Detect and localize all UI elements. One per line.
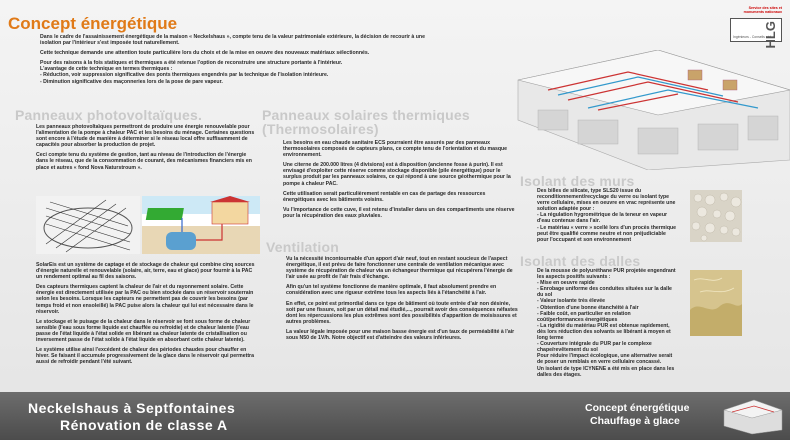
thermo-title: Panneaux solaires thermiques (Thermosolaires) — [262, 107, 470, 137]
dalles-p1: De la mousse de polyuréthane PUR projetée engendrant les aspects positifs suivants : — [537, 268, 676, 281]
intro-p2: Cette technique demande une attention toute particulière lors du choix et de la mise en oeuvre des nouveaux matériaux sélectionnés. — [40, 50, 370, 57]
footer-topic: Concept énergétique — [585, 402, 690, 414]
dalles-item-3: - Valeur isolante très élevée — [537, 298, 606, 305]
intro-p5: - Réduction, voir suppression significative des ponts thermiques engendrés par la technique de l'isolation intérieure. — [40, 72, 329, 79]
dalles-item-7: - Couverture intégrale du PUR par le complexe chape/revêtement du sol — [537, 341, 652, 354]
logo — [730, 6, 782, 49]
dalles-item-6: - La rigidité du matériau PUR est obtenue rapidement, dès lors réduction des solvants se libérant à moyen et long terme — [537, 322, 671, 342]
glass-beads-photo — [690, 190, 742, 242]
dalles-text — [537, 268, 677, 378]
solar-p2: Des capteurs thermiques captent la chaleur de l'air et du rayonnement solaire. Cette énergie est directement utilisée par la PAC ou bien stockée dans un réservoir souterrain selon les besoins. Lorsque les capteurs ne permettent pas de couvrir les besoins (par temps froid et non ensoleillé) la PAC puise alors la chaleur qui lui est nécessaire dans le réservoir. — [36, 284, 254, 315]
heating-system-illustration — [142, 196, 260, 254]
vent-p1: Vu la nécessité incontournable d'un apport d'air neuf, tout en restant soucieux de l'aspect énergétique, il est prévu de faire fonctionner une centrale de ventilation mécanique avec système de récupération de chaleur via un échangeur thermique qui récupérera l'énergie de l'air usée au profit de l'air frais d'échange. — [286, 256, 513, 281]
murs-text — [537, 188, 677, 243]
dalles-item-4: - Obtention d'une bonne étanchéité à l'air — [537, 304, 639, 311]
murs-p1: Des billes de silicate, type SLS20 issue du reconditionnement/recyclage du verre ou isolant type verre cellulaire, mises en oeuvre en vrac représente une solution adaptée pour : — [537, 188, 676, 213]
thermo-p2: Une citerne de 200.000 litres (4 divisions) est à disposition (ancienne fosse à purin). Il est envisagé d'exploiter cette réserve comme stockage disponible (pile énergétique) pour le surplus produit par les panneaux solaires, ce qui répond à une source géothermique pour la pompe à chaleur PAC. — [283, 162, 511, 187]
solar-p1: SolarEis est un système de captage et de stockage de chaleur qui combine cinq sources d'énergie naturelle et renouvelable (solaire, air, terre, eau et glace) pour fournir à la PAC un rendement optimal au fil des saisons. — [36, 262, 255, 281]
footer-project-name: Neckelshaus à Septfontaines — [28, 400, 236, 416]
murs-item-2: - Le matériau « verre » scellé lors d'un procès thermique peut être qualifié comme neutre et non préjudiciable pour l'occupant et son environnement — [537, 224, 677, 243]
building-3d-image — [508, 50, 790, 170]
murs-item-1: - La régulation hygrométrique de la teneur en vapeur d'eau contenue dans l'air. — [537, 212, 668, 225]
pv-text — [36, 124, 256, 175]
vent-title: Ventilation — [266, 239, 339, 255]
dalles-p2: Pour réduire l'impact écologique, une alternative serait de poser un remblais en verre cellulaire concassé. — [537, 353, 673, 366]
thermo-p4: Vu l'importance de cette cuve, il est retenu d'installer dans un des compartiments une réserve pour la récupération des eaux pluviales. — [283, 206, 515, 219]
footer-building-thumbnail — [720, 396, 786, 436]
thermo-p1: Les besoins en eau chaude sanitaire ECS pourraient être assurés par des panneaux thermosolaires composés de capteurs plans, ce compte tenu de l'orientation et du masque environnement. — [283, 140, 508, 159]
footer-bar — [0, 392, 790, 440]
footer-project-subtitle: Rénovation de classe A — [60, 417, 228, 433]
dalles-item-5: - Faible coût, en particulier en relation coût/performances énergétiques — [537, 310, 631, 323]
solar-p3: Le stockage et le puisage de la chaleur dans le réservoir se font sous forme de chaleur sensible (l'eau sous forme liquide est chauffée ou refroidie) et de chaleur latente (l'eau passe de l'état liquide à l'état solide en libérant sa chaleur latente de cristallisation ou inversement passe de l'état solide à l'état liquide en absorbant cette chaleur latente). — [36, 318, 251, 344]
logo-sub: Ingénieurs - Conseils sàrl — [733, 35, 772, 39]
solar-text — [36, 262, 256, 369]
pur-foam-photo — [690, 270, 742, 336]
pv-title: Panneaux photovoltaïques. — [15, 107, 203, 123]
thermo-p3: Cette utilisation serait particulièrement rentable en cas de partage des ressources énergétiques avec les bâtiments voisins. — [283, 190, 486, 203]
intro-p4: L'avantage de cette technique en termes thermiques : — [40, 66, 173, 73]
thermo-text — [283, 140, 515, 223]
solar-collector-photo — [36, 196, 140, 254]
vent-p3: En effet, ce point est primordial dans ce type de bâtiment où toute entrée d'air non désirée, soit par une fissure, soit par un détail mal étudié,..., pourrait avoir des conséquences néfastes dont les répercussions les plus extrêmes sont des possibilités d'apparition de moisissures et autres problèmes. — [286, 300, 518, 325]
intro-p1: Dans le cadre de l'assainissement énergétique de la maison « Neckelshaus », compte tenu de la valeur patrimoniale extérieure, la décision de recourir à une isolation par l'intérieur s'est imposée tout naturellement. — [40, 34, 425, 47]
dalles-item-1: - Mise en oeuvre rapide — [537, 280, 595, 287]
page-title: Concept énergétique — [8, 14, 178, 33]
murs-title: Isolant des murs — [520, 173, 635, 189]
logo-mark-text: HLG — [763, 21, 778, 49]
dalles-item-2: - Enrobage uniforme des conduites situées sur la dalle du sol — [537, 286, 672, 299]
logo-brand-line1: Service des sites et — [748, 6, 782, 10]
logo-mark — [730, 18, 782, 49]
logo-brand-line2: monuments nationaux — [743, 10, 782, 14]
vent-p4: La valeur légale imposée pour une maison basse énergie est d'un taux de perméabilité à l'air sous N50 de 1V/h. Notre objectif est d'atteindre des valeurs inférieures. — [286, 328, 515, 342]
intro-p6: - Diminution significative des maçonneries lors de la pose de pare vapeur. — [40, 78, 223, 85]
dalles-p3: Un isolant de type ICYNENE a été mis en place dans les dalles des étages. — [537, 365, 675, 378]
vent-p2: Afin qu'un tel système fonctionne de manière optimale, il faut absolument prendre en considération avec une rigueur extrême tous les aspects liés à l'étanchéité à l'air. — [286, 284, 497, 297]
dalles-title: Isolant des dalles — [520, 253, 641, 269]
intro-text — [40, 34, 425, 85]
intro-p3: Pour des raisons à la fois statiques et thermiques a été retenue l'option de reconstruire une structure portante à l'intérieur. — [40, 60, 343, 67]
pv-p2: Ceci compte tenu du système de gestion, tant au niveau de l'introduction de l'énergie dans le réseau, que de la consommation de courant, des mécanismes financiers mis en place et autres « fond Nova Naturstroum ». — [36, 152, 252, 171]
vent-text — [286, 256, 518, 345]
pv-p1: Les panneaux photovoltaïques permettront de produire une énergie renouvelable pour l'alimentation de la pompe à chaleur PAC et les besoins du ménage. Certaines questions sont encore à l'étude de manière à déterminer si le réseau local offre suffisamment de capacités pour absorber la production de projet. — [36, 124, 255, 149]
footer-subtopic: Chauffage à glace — [590, 415, 680, 427]
solar-p4: Le système utilise ainsi l'excédent de chaleur des périodes chaudes pour chauffer en hiver. Se faisant il accumule progressivement de la glace dans le réservoir qui permettra aussi de refroidir pendant l'été suivant. — [36, 347, 254, 366]
